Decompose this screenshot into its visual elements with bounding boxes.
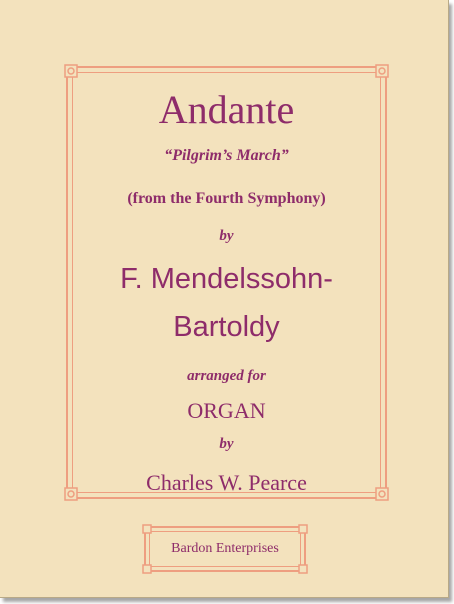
piece-subtitle: “Pilgrim’s March” — [164, 147, 289, 164]
arranged-for-label: arranged for — [187, 368, 266, 384]
piece-title: Andante — [158, 87, 295, 132]
corner-ornament-icon — [64, 64, 78, 78]
composer-name-line2: Bartoldy — [173, 311, 280, 343]
publisher-name: Bardon Enterprises — [171, 541, 279, 556]
by-label: by — [219, 436, 234, 452]
arranger-name: Charles W. Pearce — [146, 470, 307, 495]
instrument-name: ORGAN — [187, 398, 266, 423]
by-label: by — [219, 228, 234, 244]
piece-source: (from the Fourth Symphony) — [127, 190, 326, 207]
composer-name-line1: F. Mendelssohn- — [120, 263, 333, 295]
corner-ornament-icon — [375, 64, 389, 78]
